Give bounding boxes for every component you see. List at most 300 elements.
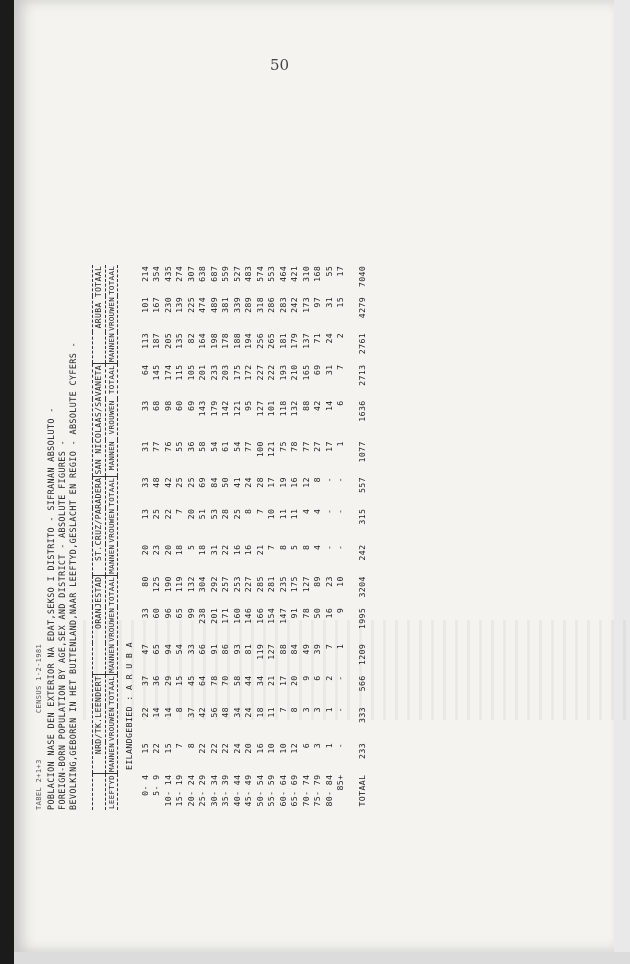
- value-cell: 307: [185, 265, 196, 282]
- value-cell: 225: [185, 296, 196, 313]
- value-cell: 7: [174, 742, 185, 749]
- value-cell: 381: [220, 296, 231, 313]
- age-cell: 30- 34: [208, 774, 219, 807]
- value-cell: 168: [312, 265, 323, 282]
- value-cell: -: [323, 544, 334, 550]
- value-cell: 119: [174, 576, 185, 593]
- value-cell: 16: [254, 742, 265, 754]
- value-cell: 253: [231, 576, 242, 593]
- value-cell: 81: [243, 643, 254, 655]
- total-cell: 557: [356, 477, 367, 494]
- value-cell: 283: [277, 296, 288, 313]
- value-cell: 93: [231, 643, 242, 655]
- value-cell: 222: [266, 364, 277, 381]
- value-cell: 58: [231, 675, 242, 687]
- total-cell: 315: [356, 508, 367, 525]
- group-header: NRD/TK.LEENDERT: [93, 674, 106, 773]
- age-header-spacer: [93, 774, 106, 810]
- value-cell: 33: [185, 643, 196, 655]
- value-cell: 6: [312, 675, 323, 681]
- value-cell: 304: [197, 576, 208, 593]
- value-cell: 167: [151, 296, 162, 313]
- value-cell: 28: [254, 477, 265, 488]
- value-cell: 318: [254, 296, 265, 313]
- value-cell: 7: [323, 643, 334, 650]
- value-cell: 190: [162, 576, 173, 593]
- value-cell: 86: [220, 643, 231, 655]
- value-cell: 474: [197, 296, 208, 313]
- value-cell: 118: [277, 400, 288, 417]
- value-cell: 101: [139, 296, 150, 313]
- value-cell: 146: [243, 607, 254, 624]
- group-header: SAN NICOLAAS/SAVANETA: [94, 364, 104, 475]
- value-cell: 201: [208, 607, 219, 624]
- value-cell: 242: [289, 296, 300, 313]
- column-header: TOTAAL: [106, 675, 116, 705]
- value-cell: 201: [197, 364, 208, 381]
- value-cell: 12: [300, 477, 311, 488]
- value-cell: 464: [277, 265, 288, 282]
- age-cell: 50- 54: [254, 774, 265, 807]
- value-cell: 20: [162, 544, 173, 556]
- total-cell: 2761: [356, 332, 367, 355]
- column-header: VROUWEN: [106, 706, 116, 741]
- age-cell: 75- 79: [312, 774, 323, 807]
- value-cell: 77: [243, 441, 254, 452]
- value-cell: 238: [197, 607, 208, 624]
- group-header: ST.CRUZ/PARADERA: [93, 476, 106, 575]
- table-row: [197, 265, 209, 810]
- value-cell: 160: [231, 607, 242, 624]
- value-cell: 18: [254, 706, 265, 718]
- value-cell: 198: [208, 332, 219, 349]
- value-cell: 274: [174, 265, 185, 282]
- total-cell: 566: [356, 675, 367, 692]
- value-cell: 55: [174, 441, 185, 452]
- value-cell: 31: [323, 296, 334, 308]
- value-cell: 553: [266, 265, 277, 282]
- value-cell: 113: [139, 332, 150, 349]
- value-cell: 489: [208, 296, 219, 313]
- value-cell: 188: [231, 332, 242, 349]
- age-cell: 35- 39: [220, 774, 231, 807]
- value-cell: 6: [335, 400, 346, 406]
- value-cell: 94: [162, 643, 173, 655]
- value-cell: 205: [162, 332, 173, 349]
- value-cell: 51: [197, 508, 208, 520]
- value-cell: 91: [289, 607, 300, 619]
- value-cell: 36: [151, 675, 162, 687]
- value-cell: 22: [139, 706, 150, 718]
- value-cell: 2: [323, 675, 334, 681]
- value-cell: 11: [266, 706, 277, 718]
- value-cell: 214: [139, 265, 150, 282]
- table-row: [232, 265, 244, 810]
- value-cell: 147: [277, 607, 288, 624]
- total-cell: 242: [356, 544, 367, 561]
- value-cell: 285: [254, 576, 265, 593]
- value-cell: 33: [139, 400, 150, 412]
- value-cell: 194: [243, 332, 254, 349]
- value-cell: 11: [277, 508, 288, 520]
- value-cell: 84: [208, 477, 219, 488]
- value-cell: 47: [139, 643, 150, 655]
- value-cell: 7: [266, 544, 277, 550]
- value-cell: 125: [151, 576, 162, 593]
- value-cell: 8: [243, 508, 254, 514]
- value-cell: 9: [335, 607, 346, 614]
- value-cell: 64: [197, 675, 208, 687]
- title-papiamento: POBLACION NASE DEN EXTERIOR NA EDAT,SEKSO I DISTRITO - SIFRANAN ABSOLUTO -: [46, 407, 56, 810]
- value-cell: 18: [174, 544, 185, 556]
- value-cell: -: [335, 675, 346, 681]
- column-header: VROUWEN: [106, 607, 116, 642]
- value-cell: 11: [289, 508, 300, 520]
- value-cell: 65: [174, 607, 185, 619]
- value-cell: 8: [174, 706, 185, 713]
- value-cell: 69: [197, 477, 208, 488]
- value-cell: 127: [254, 400, 265, 417]
- total-cell: 2713: [356, 364, 367, 386]
- value-cell: 3: [300, 706, 311, 713]
- value-cell: 10: [266, 508, 277, 520]
- value-cell: 22: [197, 742, 208, 754]
- value-cell: 574: [254, 265, 265, 282]
- age-cell: 60- 64: [277, 774, 288, 807]
- value-cell: 91: [208, 643, 219, 655]
- value-cell: 8: [312, 477, 323, 483]
- value-cell: 171: [220, 607, 231, 624]
- value-cell: 54: [174, 643, 185, 655]
- value-cell: 119: [254, 643, 265, 660]
- table-row: [220, 265, 232, 810]
- value-cell: 1: [323, 706, 334, 713]
- column-header: VROUWEN: [106, 400, 116, 435]
- value-cell: 1: [323, 742, 334, 749]
- value-cell: 233: [208, 364, 219, 381]
- value-cell: 78: [289, 441, 300, 452]
- age-cell: 20- 24: [185, 774, 196, 807]
- group-header: ORANJESTAD: [93, 575, 106, 674]
- value-cell: 37: [139, 675, 150, 687]
- value-cell: 25: [174, 477, 185, 488]
- value-cell: 33: [139, 477, 150, 488]
- value-cell: 41: [231, 477, 242, 488]
- value-cell: 64: [139, 364, 150, 376]
- value-cell: 14: [323, 400, 334, 412]
- value-cell: 230: [162, 296, 173, 313]
- value-cell: 65: [151, 643, 162, 655]
- value-cell: 31: [323, 364, 334, 376]
- value-cell: 58: [197, 441, 208, 452]
- value-cell: 115: [174, 364, 185, 381]
- group-header: ARUBA TOTAAL: [93, 265, 106, 364]
- value-cell: 69: [185, 400, 196, 412]
- table-row: [243, 265, 255, 810]
- value-cell: 71: [312, 332, 323, 344]
- value-cell: 310: [300, 265, 311, 282]
- value-cell: 105: [185, 364, 196, 381]
- value-cell: 8: [277, 544, 288, 550]
- value-cell: 34: [231, 706, 242, 718]
- value-cell: 50: [220, 477, 231, 488]
- value-cell: 16: [243, 544, 254, 556]
- value-cell: 121: [231, 400, 242, 417]
- value-cell: 13: [139, 508, 150, 520]
- value-cell: 9: [300, 675, 311, 681]
- value-cell: 53: [208, 508, 219, 520]
- value-cell: 20: [185, 508, 196, 520]
- value-cell: 31: [139, 441, 150, 452]
- age-cell: 80- 84: [323, 774, 334, 807]
- age-cell: 45- 49: [243, 774, 254, 807]
- value-cell: 77: [300, 441, 311, 452]
- value-cell: 17: [323, 441, 334, 452]
- age-cell: 70- 74: [300, 774, 311, 807]
- column-header: MANNEN: [106, 643, 116, 673]
- value-cell: -: [323, 508, 334, 514]
- value-cell: 421: [289, 265, 300, 282]
- age-cell: 0- 4: [139, 774, 150, 796]
- age-cell: 40- 44: [231, 774, 242, 807]
- value-cell: 145: [151, 364, 162, 381]
- total-cell: 4279: [356, 296, 367, 319]
- value-cell: 10: [277, 742, 288, 754]
- value-cell: 132: [289, 400, 300, 417]
- value-cell: 50: [312, 607, 323, 619]
- value-cell: 76: [162, 441, 173, 452]
- value-cell: 69: [312, 364, 323, 376]
- value-cell: 3: [312, 742, 323, 749]
- value-cell: 173: [300, 296, 311, 313]
- table-row: [289, 265, 301, 810]
- value-cell: 8: [300, 544, 311, 550]
- value-cell: 16: [231, 544, 242, 556]
- table-row: [186, 265, 198, 810]
- total-cell: 1209: [356, 643, 367, 666]
- value-cell: 100: [254, 441, 265, 458]
- column-header: MANNEN: [105, 440, 118, 476]
- value-cell: 68: [151, 400, 162, 412]
- value-cell: 20: [243, 742, 254, 754]
- value-cell: 127: [300, 576, 311, 593]
- table-id: TABEL 2+1+3: [35, 759, 43, 810]
- value-cell: 10: [335, 576, 346, 587]
- value-cell: 289: [243, 296, 254, 313]
- value-cell: 4: [300, 508, 311, 514]
- value-cell: 88: [300, 400, 311, 412]
- table-row: [278, 265, 290, 810]
- value-cell: 22: [162, 508, 173, 520]
- value-cell: 7: [174, 508, 185, 514]
- value-cell: 21: [266, 675, 277, 687]
- page-number: 50: [270, 56, 290, 74]
- value-cell: 15: [139, 742, 150, 754]
- value-cell: 82: [185, 332, 196, 344]
- value-cell: 559: [220, 265, 231, 282]
- value-cell: 165: [300, 364, 311, 381]
- total-label: TOTAAL: [356, 774, 367, 807]
- value-cell: 88: [277, 643, 288, 655]
- value-cell: 257: [220, 576, 231, 593]
- age-cell: 65- 69: [289, 774, 300, 807]
- value-cell: 265: [266, 332, 277, 349]
- title-english: FOREIGN-BORN POPULATION BY AGE,SEX AND DISTRICT - ABSOLUTE FIGURES -: [57, 439, 67, 810]
- total-row: [347, 265, 369, 810]
- value-cell: 8: [185, 742, 196, 749]
- value-cell: 29: [162, 675, 173, 687]
- value-cell: 48: [151, 477, 162, 488]
- value-cell: 42: [312, 400, 323, 412]
- value-cell: 33: [139, 607, 150, 619]
- value-cell: 61: [220, 441, 231, 452]
- value-cell: 154: [266, 607, 277, 624]
- value-cell: 17: [335, 265, 346, 277]
- scanner-edge-bottom: [14, 952, 630, 964]
- value-cell: 24: [243, 477, 254, 488]
- value-cell: 227: [243, 576, 254, 593]
- total-cell: 1077: [356, 441, 367, 463]
- value-cell: 132: [185, 576, 196, 593]
- value-cell: 60: [174, 400, 185, 412]
- value-cell: 22: [220, 544, 231, 556]
- value-cell: 48: [220, 706, 231, 718]
- value-cell: 143: [197, 400, 208, 417]
- value-cell: 60: [151, 607, 162, 619]
- sub-header-row: [105, 265, 118, 810]
- total-cell: 7040: [356, 265, 367, 288]
- value-cell: 24: [231, 742, 242, 754]
- table-row: [266, 265, 278, 810]
- value-cell: 22: [208, 742, 219, 754]
- value-cell: 25: [231, 508, 242, 520]
- value-cell: 483: [243, 265, 254, 282]
- value-cell: 1: [335, 441, 346, 447]
- value-cell: 20: [139, 544, 150, 556]
- value-cell: 27: [312, 441, 323, 452]
- value-cell: 23: [151, 544, 162, 556]
- value-cell: 49: [300, 643, 311, 655]
- census-date: CENSUS 1-2-1981: [35, 643, 43, 714]
- island-label-row: [118, 265, 140, 810]
- value-cell: -: [335, 742, 346, 749]
- value-cell: 42: [197, 706, 208, 718]
- total-cell: 1636: [356, 400, 367, 422]
- value-cell: -: [335, 508, 346, 514]
- value-cell: 31: [208, 544, 219, 556]
- value-cell: 70: [220, 675, 231, 687]
- value-cell: 339: [231, 296, 242, 313]
- value-cell: 10: [266, 742, 277, 754]
- column-header: TOTAAL: [106, 265, 116, 295]
- value-cell: 22: [151, 742, 162, 754]
- value-cell: 2: [335, 332, 346, 339]
- table-row: [209, 265, 221, 810]
- value-cell: 45: [185, 675, 196, 687]
- column-header: MANNEN: [106, 332, 116, 362]
- column-header: VROUWEN: [106, 508, 116, 543]
- value-cell: 84: [289, 643, 300, 655]
- table-row: [140, 265, 152, 810]
- value-cell: 7: [254, 508, 265, 514]
- value-cell: 22: [220, 742, 231, 754]
- value-cell: 3: [312, 706, 323, 713]
- value-cell: 139: [174, 296, 185, 313]
- value-cell: 164: [197, 332, 208, 349]
- value-cell: 54: [231, 441, 242, 452]
- value-cell: 24: [243, 706, 254, 718]
- value-cell: 137: [300, 332, 311, 349]
- column-header: VROUWEN: [106, 296, 116, 331]
- total-cell: 1995: [356, 607, 367, 630]
- value-cell: 4: [312, 508, 323, 514]
- value-cell: 16: [289, 477, 300, 488]
- island-label: EILANDGEBIED : A R U B A: [124, 642, 135, 770]
- value-cell: -: [323, 477, 334, 483]
- value-cell: 175: [231, 364, 242, 381]
- total-cell: 3204: [356, 576, 367, 598]
- value-cell: 435: [162, 265, 173, 282]
- age-cell: 85+: [335, 774, 346, 791]
- value-cell: 78: [300, 607, 311, 619]
- value-cell: 56: [208, 706, 219, 718]
- value-cell: 17: [277, 675, 288, 687]
- value-cell: 5: [289, 544, 300, 550]
- value-cell: 78: [208, 675, 219, 687]
- scanner-edge-right: [614, 0, 630, 964]
- table-id-line: [34, 644, 45, 810]
- value-cell: 127: [266, 643, 277, 660]
- value-cell: -: [335, 544, 346, 550]
- value-cell: 21: [254, 544, 265, 556]
- value-cell: 97: [312, 296, 323, 308]
- table-row: [151, 265, 163, 810]
- value-cell: 66: [197, 643, 208, 655]
- table-row: [255, 265, 267, 810]
- age-cell: 25- 29: [197, 774, 208, 807]
- total-cell: 333: [356, 706, 367, 723]
- age-cell: 15- 19: [174, 774, 185, 807]
- rotated-table-block: [34, 140, 484, 890]
- age-cell: 10- 14: [162, 774, 173, 807]
- value-cell: 256: [254, 332, 265, 349]
- value-cell: 77: [151, 441, 162, 452]
- value-cell: 193: [277, 364, 288, 381]
- value-cell: 55: [323, 265, 334, 277]
- value-cell: 7: [277, 706, 288, 713]
- total-cell: 233: [356, 742, 367, 759]
- value-cell: 4: [312, 544, 323, 550]
- value-cell: 17: [266, 477, 277, 488]
- value-cell: 16: [323, 607, 334, 619]
- value-cell: 181: [277, 332, 288, 349]
- table-row: [324, 265, 336, 810]
- value-cell: 6: [300, 742, 311, 749]
- value-cell: 687: [208, 265, 219, 282]
- age-cell: 5- 9: [151, 774, 162, 796]
- value-cell: 24: [323, 332, 334, 344]
- value-cell: 135: [174, 332, 185, 349]
- value-cell: 172: [243, 364, 254, 381]
- value-cell: 34: [254, 675, 265, 687]
- column-header: TOTAAL: [106, 364, 116, 395]
- value-cell: 142: [220, 400, 231, 417]
- value-cell: 25: [151, 508, 162, 520]
- value-cell: 178: [220, 332, 231, 349]
- table-row: [335, 265, 347, 810]
- value-cell: 12: [289, 742, 300, 754]
- value-cell: 235: [277, 576, 288, 593]
